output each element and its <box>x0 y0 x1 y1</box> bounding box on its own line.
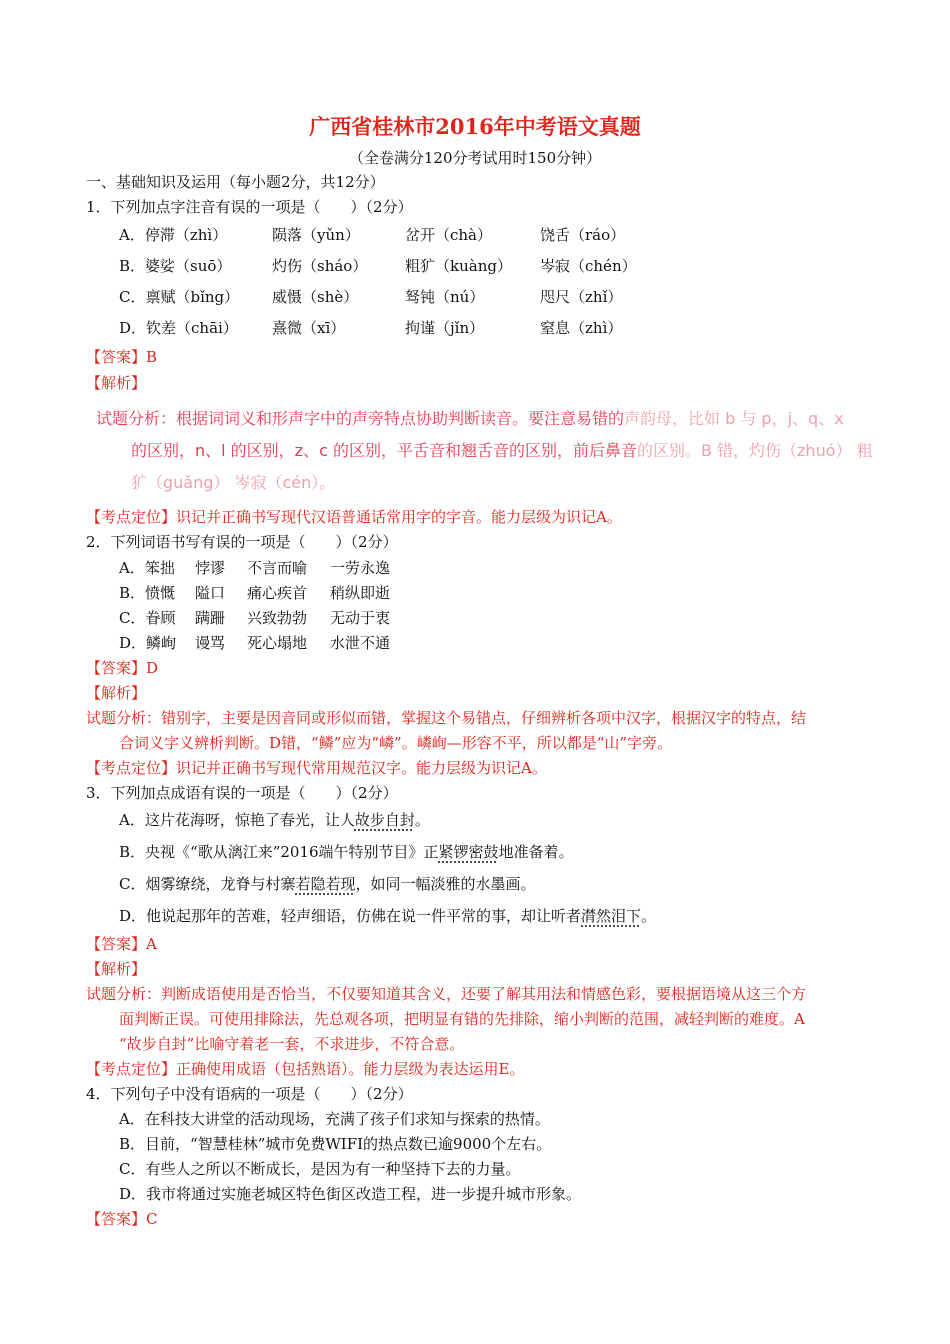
q3-stem: 3．下列加点成语有误的一项是（ ）（2分） <box>86 784 398 802</box>
q1-b-1: B．婆娑（suō） <box>119 257 232 275</box>
q1-a-4: 饶舌（ráo） <box>540 226 626 244</box>
page-title: 广西省桂林市2016年中考语文真题 <box>309 114 641 139</box>
q4-stem: 4．下列句子中没有语病的一项是（ ）（2分） <box>86 1085 413 1103</box>
q1-d-1: D．钦差（chāi） <box>119 319 238 337</box>
page-subtitle: （全卷满分120分考试用时150分钟） <box>348 149 602 167</box>
dotted-idiom: 若隐若现 <box>295 875 356 893</box>
q3-option-d: D．他说起那年的苦难，轻声细语，仿佛在说一件平常的事，却让听者潸然泪下。 <box>119 907 657 925</box>
q2-kaodian: 【考点定位】识记并正确书写现代常用规范汉字。能力层级为识记A。 <box>86 759 547 777</box>
q2-c-2: 蹒跚 <box>195 609 226 627</box>
q3-analysis-1: 试题分析：判断成语使用是否恰当，不仅要知道其含义，还要了解其用法和情感色彩，要根据语境从这三个方 <box>86 985 807 1003</box>
q1-d-3: 拘谨（jǐn） <box>405 319 485 337</box>
q3-option-c: C．烟雾缭绕，龙脊与村寨若隐若现，如同一幅淡雅的水墨画。 <box>119 875 536 893</box>
q3-option-b: B．央视《“歌从漓江来”2016端午特别节目》正紧锣密鼓地准备着。 <box>119 843 574 861</box>
q4-option-a: A．在科技大讲堂的活动现场，充满了孩子们求知与探索的热情。 <box>119 1110 550 1128</box>
q3-analysis-3: “故步自封”比喻守着老一套，不求进步，不符合意。 <box>119 1035 465 1053</box>
q3-analysis-2: 面判断正误。可使用排除法，先总观各项，把明显有错的先排除，缩小判断的范围，减轻判断的难度。A <box>119 1010 805 1028</box>
q2-a-2: 悖谬 <box>195 559 226 577</box>
q1-b-2: 灼伤（sháo） <box>272 257 368 275</box>
q2-d-4: 水泄不通 <box>330 634 391 652</box>
q1-c-1: C．禀赋（bǐng） <box>119 288 240 306</box>
q2-c-4: 无动于衷 <box>330 609 391 627</box>
section-heading: 一、基础知识及运用（每小题2分，共12分） <box>86 173 385 191</box>
q2-c-1: C．眷顾 <box>119 609 176 627</box>
q1-a-1: A．停滞（zhì） <box>119 226 228 244</box>
q2-a-4: 一劳永逸 <box>330 559 391 577</box>
q1-stem: 1．下列加点字注音有误的一项是（ ）（2分） <box>86 198 413 216</box>
q1-a-2: 陨落（yǔn） <box>272 226 360 244</box>
q2-b-4: 稍纵即逝 <box>330 584 391 602</box>
q1-answer: 【答案】B <box>86 348 158 366</box>
q3-kaodian: 【考点定位】正确使用成语（包括熟语）。能力层级为表达运用E。 <box>86 1060 525 1078</box>
q2-stem: 2．下列词语书写有误的一项是（ ）（2分） <box>86 533 398 551</box>
q2-a-1: A．笨拙 <box>119 559 175 577</box>
dotted-idiom: 紧锣密鼓 <box>438 843 499 861</box>
q1-c-4: 咫尺（zhǐ） <box>540 288 623 306</box>
q3-answer: 【答案】A <box>86 935 157 953</box>
q4-answer: 【答案】C <box>86 1210 158 1228</box>
q1-analysis-1: 试题分析：根据词词义和形声字中的声旁特点协助判断读音。要注意易错的声韵母，比如 b 与 p，j、q、x <box>96 409 844 428</box>
dotted-idiom: 潸然泪下 <box>581 907 642 925</box>
q1-kaodian: 【考点定位】识记并正确书写现代汉语普通话常用字的字音。能力层级为识记A。 <box>86 508 622 526</box>
q1-analysis-3: 犷（guǎng） 岑寂（cén）。 <box>131 473 336 492</box>
q1-analysis-2: 的区别，n、l 的区别，z、c 的区别，平舌音和翘舌音的区别，前后鼻音的区别。B 错，灼伤（zhuó） 粗 <box>131 441 873 460</box>
q1-c-2: 威慑（shè） <box>272 288 359 306</box>
q2-analysis-label: 【解析】 <box>86 684 147 702</box>
q2-c-3: 兴致勃勃 <box>247 609 308 627</box>
q1-d-2: 熹微（xī） <box>272 319 346 337</box>
q1-b-4: 岑寂（chén） <box>540 257 637 275</box>
q1-analysis-label: 【解析】 <box>86 374 147 392</box>
q4-option-c: C．有些人之所以不断成长，是因为有一种坚持下去的力量。 <box>119 1160 521 1178</box>
q2-a-3: 不言而喻 <box>247 559 308 577</box>
q2-d-3: 死心塌地 <box>247 634 308 652</box>
q2-b-2: 隘口 <box>195 584 226 602</box>
q1-c-3: 驽钝（nú） <box>405 288 485 306</box>
q2-answer: 【答案】D <box>86 659 159 677</box>
dotted-idiom: 故步自封 <box>354 811 415 829</box>
q2-analysis-1: 试题分析：错别字，主要是因音同或形似而错，掌握这个易错点，仔细辨析各项中汉字，根据汉字的特点，结 <box>86 709 807 727</box>
q2-d-1: D．鳞峋 <box>119 634 177 652</box>
q1-b-3: 粗犷（kuàng） <box>405 257 512 275</box>
q2-d-2: 谩骂 <box>195 634 226 652</box>
q3-analysis-label: 【解析】 <box>86 960 147 978</box>
q4-option-d: D．我市将通过实施老城区特色街区改造工程，进一步提升城市形象。 <box>119 1185 582 1203</box>
q2-b-1: B．愤慨 <box>119 584 176 602</box>
q1-d-4: 窒息（zhì） <box>540 319 623 337</box>
q4-option-b: B．目前，“智慧桂林”城市免费WIFI的热点数已逾9000个左右。 <box>119 1135 552 1153</box>
q2-analysis-2: 合词义字义辨析判断。D错，“鳞”应为“嶙”。嶙峋—形容不平，所以都是“山”字旁。 <box>119 734 673 752</box>
q3-option-a: A．这片花海呀，惊艳了春光，让人故步自封。 <box>119 811 430 829</box>
q1-a-3: 岔开（chà） <box>405 226 493 244</box>
q2-b-3: 痛心疾首 <box>247 584 308 602</box>
